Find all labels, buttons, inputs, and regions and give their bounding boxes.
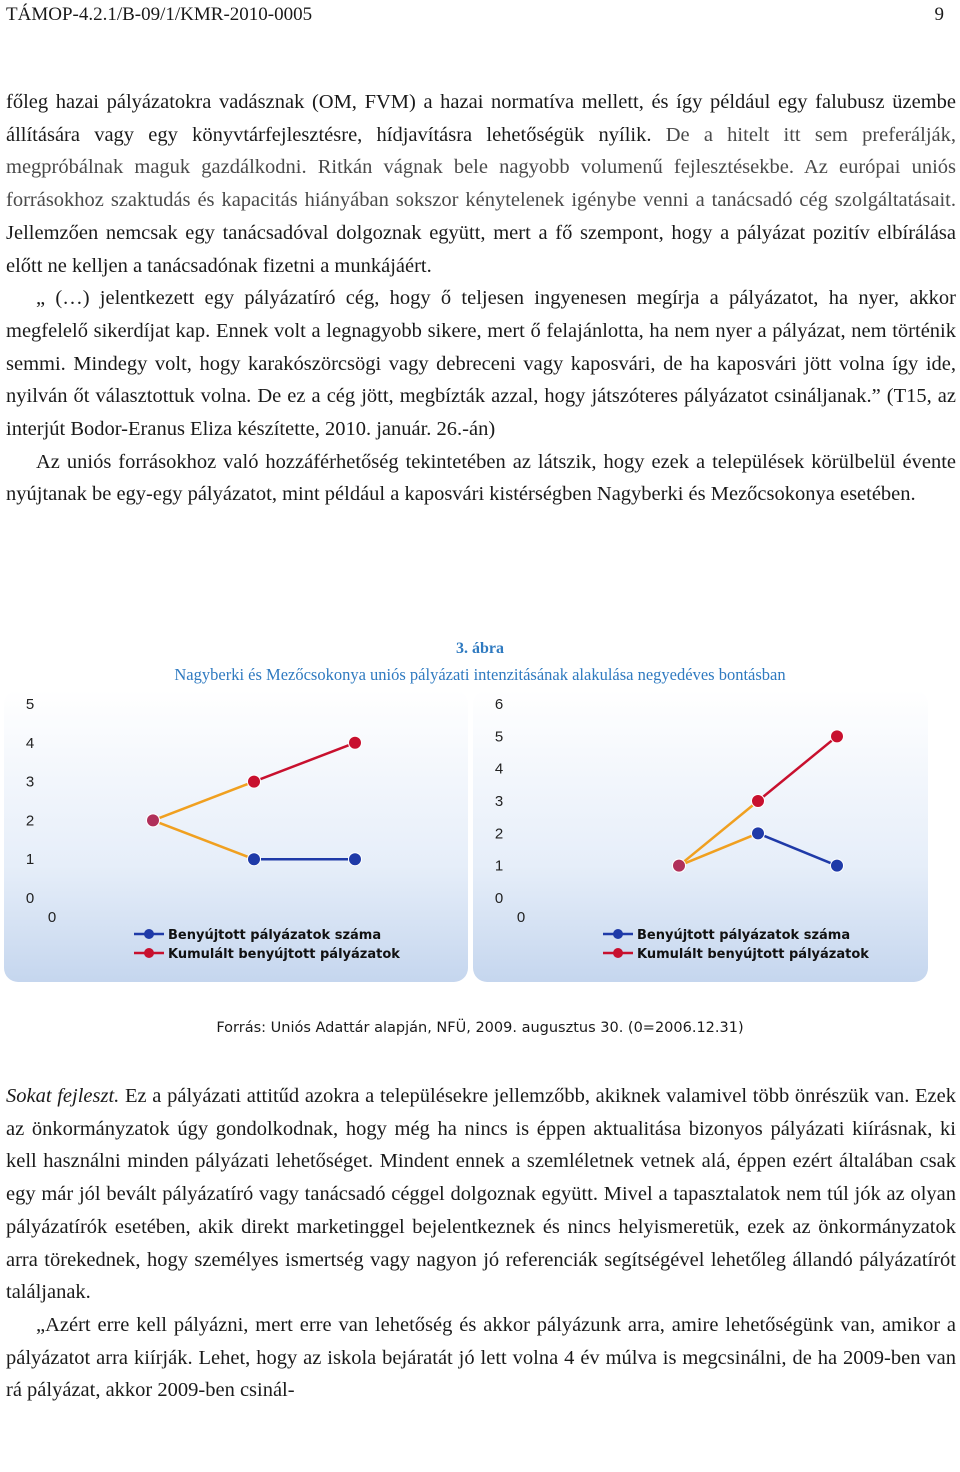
data-point bbox=[349, 853, 362, 866]
y-tick-label: 0 bbox=[25, 890, 35, 907]
page-number: 9 bbox=[934, 4, 944, 25]
document-id: TÁMOP-4.2.1/B-09/1/KMR-2010-0005 bbox=[6, 4, 313, 25]
legend-label: Benyújtott pályázatok száma bbox=[637, 928, 851, 943]
text-segment: De a hitelt itt sem preferálják, megpróbálnak maguk gazdálkodni. Ritkán vágnak bele nagyobb volumenű fejlesztésekbe. Az európai uniós forrásokhoz szaktudás és kapacitás hiányában sokszor kénytelenek igénybe venni a tanácsadó cég szolgáltatásait. bbox=[6, 123, 956, 212]
figure-label: 3. ábra bbox=[456, 640, 504, 657]
y-tick-label: 1 bbox=[25, 851, 35, 869]
chart-svg-left bbox=[4, 690, 468, 982]
y-tick-label: 5 bbox=[494, 728, 504, 746]
data-point bbox=[752, 795, 765, 808]
chart-nagyberki bbox=[4, 690, 468, 982]
data-point bbox=[673, 859, 686, 872]
y-tick-label: 5 bbox=[25, 696, 35, 713]
legend-label: Kumulált benyújtott pályázatok bbox=[168, 947, 400, 962]
y-tick-label: 3 bbox=[25, 773, 35, 791]
figure-source: Forrás: Uniós Adattár alapján, NFÜ, 2009. augusztus 30. (0=2006.12.31) bbox=[216, 1020, 744, 1036]
text-segment: „ (…) jelentkezett egy pályázatíró cég, hogy ő teljesen ingyenesen megírja a pályázatot, ha nyer, akkor megfelelő sikerdíjat kap. Ennek volt a legnagyobb sikere, mert ő felajánlotta, ha nem nyer a pályázat, nem történik semmi. Mindegy volt, hogy karakószörcsögi vagy debreceni vagy kaposvári, de ha kaposvári jött volna így ide, nyilván őt választottuk volna. De ez a cég jött, megbízták azzal, hogy játszóteres pályázatot csináljanak.” (T15, az interjút Bodor-Eranus Eliza készítette, 2010. január. 26.-án) bbox=[6, 287, 956, 441]
paragraph bbox=[6, 282, 956, 446]
y-tick-label: 1 bbox=[494, 857, 504, 875]
text-segment: Az uniós forrásokhoz való hozzáférhetőség tekintetében az látszik, hogy ezek a települések körülbelül évente nyújtanak be egy-egy pályázatot, mint például a kaposvári kistérségben Nagyberki és Mezőcsokonya esetében. bbox=[6, 450, 956, 506]
chart-mezocsokonya bbox=[473, 690, 928, 982]
y-tick-label: 6 bbox=[494, 696, 504, 713]
legend-marker bbox=[144, 948, 154, 958]
text-segment: Jellemzően nemcsak egy tanácsadóval dolgoznak együtt, mert a fő szempont, hogy a pályázat pozitív elbírálása előtt ne kelljen a tanácsadónak fizetni a munkájáért. bbox=[6, 221, 956, 277]
legend-marker bbox=[613, 929, 623, 939]
legend-label: Kumulált benyújtott pályázatok bbox=[637, 947, 869, 962]
text-segment: főleg hazai pályázatokra vadásznak (OM, FVM) a hazai normatíva mellett, és így például egy falubusz üzembe állítására vagy egy könyvtárfejlesztésre, hídjavításra lehetőségük nyílik. bbox=[6, 91, 956, 146]
data-point bbox=[248, 853, 261, 866]
body-text-top bbox=[6, 86, 956, 511]
y-tick-label: 4 bbox=[25, 734, 35, 752]
data-point bbox=[349, 736, 362, 749]
y-tick-label: 2 bbox=[494, 825, 504, 843]
paragraph bbox=[6, 1309, 956, 1407]
paragraph bbox=[6, 86, 956, 282]
paragraph bbox=[6, 446, 956, 511]
data-point bbox=[752, 827, 765, 840]
legend-marker bbox=[613, 948, 623, 958]
chart-svg-right bbox=[473, 690, 928, 982]
data-point bbox=[831, 730, 844, 743]
text-segment: Ez a pályázati attitűd azokra a településekre jellemzőbb, akiknek valamivel több önrészük van. Ezek az önkormányzatok úgy gondolkodnak, hogy még ha nincs is éppen aktualitása bizonyos pályázati kiírásnak, ki kell használni minden pályázati lehetőséget. Mindent ennek a szemléletnek vetnek alá, éppen ezért általában csak egy már jól bevált pályázatíró vagy tanácsadó céggel dolgoznak együtt. Mivel a tapasztalatok nem túl jók az olyan pályázatírók esetében, akik direkt marketinggel bejelentkeznek és nincs helyismeretük, ezek az önkormányzatok arra törekednek, hogy személyes ismertség vagy nagyon jó referenciák segítségével lehetőleg állandó pályázatírót találjanak. bbox=[6, 1085, 956, 1304]
y-tick-label: 4 bbox=[494, 760, 504, 778]
text-segment: „Azért erre kell pályázni, mert erre van lehetőség és akkor pályázunk arra, amire lehetőségünk van, amikor a pályázatot arra kiírják. Lehet, hogy az iskola bejáratát jó lett volna 4 év múlva is megcsinálni, de ha 2009-ben van rá pályázat, akkor 2009-ben csinál- bbox=[6, 1313, 956, 1402]
x-tick-label: 0 bbox=[516, 909, 526, 926]
y-tick-label: 3 bbox=[494, 793, 504, 810]
data-point bbox=[147, 814, 160, 827]
legend-label: Benyújtott pályázatok száma bbox=[168, 928, 382, 943]
data-point bbox=[831, 859, 844, 872]
legend-marker bbox=[144, 929, 154, 939]
paragraph bbox=[6, 1080, 956, 1309]
data-point bbox=[248, 775, 261, 788]
figure-title: Nagyberki és Mezőcsokonya uniós pályázati intenzitásának alakulása negyedéves bontásban bbox=[174, 665, 786, 684]
y-tick-label: 0 bbox=[494, 890, 504, 907]
page-header bbox=[6, 4, 944, 30]
body-text-bottom bbox=[6, 1080, 956, 1407]
y-tick-label: 2 bbox=[25, 812, 35, 830]
text-segment: Sokat fejleszt. bbox=[6, 1085, 120, 1107]
x-tick-label: 0 bbox=[47, 909, 57, 926]
